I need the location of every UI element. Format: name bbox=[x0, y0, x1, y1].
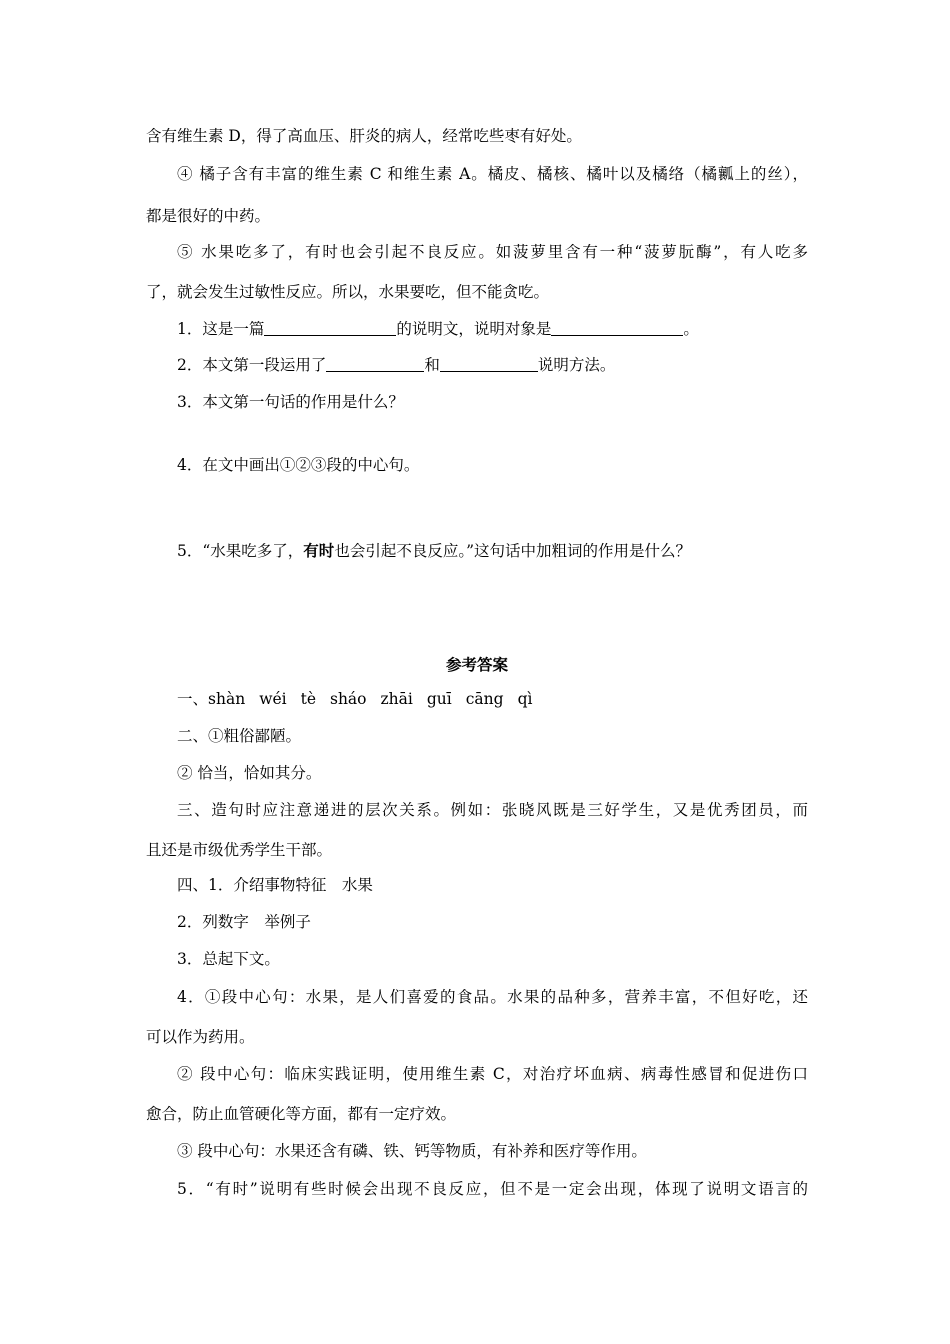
answer-2-1: 二、①粗俗鄙陋。 bbox=[177, 727, 302, 745]
answer-blank[interactable] bbox=[440, 355, 538, 372]
pinyin-item: cāng bbox=[465, 690, 504, 708]
passage-p4-line2: 都是很好的中药。 bbox=[146, 207, 271, 225]
pinyin-item: qì bbox=[517, 690, 533, 708]
pinyin-item: sháo bbox=[330, 690, 367, 708]
answer-1-prefix: 一、 bbox=[177, 690, 209, 708]
question-4: 4．在文中画出①②③段的中心句。 bbox=[177, 456, 420, 474]
answer-blank[interactable] bbox=[551, 319, 683, 336]
passage-p5-line1: ⑤ 水果吃多了，有时也会引起不良反应。如菠萝里含有一种“菠萝朊酶”，有人吃多 bbox=[177, 243, 808, 261]
pinyin-item: wéi bbox=[259, 690, 287, 708]
question-3: 3．本文第一句话的作用是什么？ bbox=[177, 393, 404, 411]
question-5 bbox=[177, 540, 808, 562]
question-2-part-b: 和 bbox=[424, 356, 440, 374]
question-2-part-c: 说明方法。 bbox=[537, 356, 616, 374]
answers-title: 参考答案 bbox=[445, 655, 508, 674]
answer-4-4b-line2: 愈合，防止血管硬化等方面，都有一定疗效。 bbox=[146, 1105, 457, 1123]
answer-blank[interactable] bbox=[264, 319, 396, 336]
answer-4-3: 3．总起下文。 bbox=[177, 950, 280, 968]
passage-p4-line1: ④ 橘子含有丰富的维生素 C 和维生素 A。橘皮、橘核、橘叶以及橘络（橘瓤上的丝）， bbox=[177, 165, 808, 183]
passage-p5-line2: 了，就会发生过敏性反应。所以，水果要吃，但不能贪吃。 bbox=[146, 283, 550, 301]
question-2 bbox=[177, 354, 808, 376]
answer-3-line2: 且还是市级优秀学生干部。 bbox=[146, 841, 333, 859]
question-5-part-a: 5．“水果吃多了， bbox=[177, 542, 304, 560]
answer-2-2: ② 恰当，恰如其分。 bbox=[177, 764, 322, 782]
question-1-part-c: 。 bbox=[683, 320, 699, 338]
answer-4-2: 2．列数字 举例子 bbox=[177, 913, 311, 931]
answer-3-line1: 三、造句时应注意递进的层次关系。例如：张晓风既是三好学生，又是优秀团员，而 bbox=[177, 801, 808, 819]
question-1-part-a: 1．这是一篇 bbox=[177, 320, 265, 338]
pinyin-item: tè bbox=[300, 690, 316, 708]
answer-4-5-line1: 5．“有时”说明有些时候会出现不良反应，但不是一定会出现，体现了说明文语言的 bbox=[177, 1180, 808, 1198]
passage-p3-end: 含有维生素 D，得了高血压、肝炎的病人，经常吃些枣有好处。 bbox=[146, 127, 582, 145]
pinyin-item: shàn bbox=[208, 690, 246, 708]
answer-4-4-line1: 4．①段中心句：水果，是人们喜爱的食品。水果的品种多，营养丰富，不但好吃，还 bbox=[177, 988, 808, 1006]
answer-4-4-line2: 可以作为药用。 bbox=[146, 1028, 255, 1046]
answer-blank[interactable] bbox=[326, 355, 424, 372]
answer-4-1: 四、1．介绍事物特征 水果 bbox=[177, 876, 373, 894]
question-5-bold-word: 有时 bbox=[303, 541, 335, 560]
answer-4-4c: ③ 段中心句：水果还含有磷、铁、钙等物质，有补养和医疗等作用。 bbox=[177, 1142, 647, 1160]
answer-4-4b-line1: ② 段中心句：临床实践证明，使用维生素 C，对治疗坏血病、病毒性感冒和促进伤口 bbox=[177, 1065, 808, 1083]
answer-1 bbox=[177, 688, 808, 710]
pinyin-item: zhāi bbox=[380, 690, 413, 708]
question-2-part-a: 2．本文第一段运用了 bbox=[177, 356, 327, 374]
question-1 bbox=[177, 318, 808, 340]
question-1-part-b: 的说明文，说明对象是 bbox=[396, 320, 552, 338]
question-5-part-b: 也会引起不良反应。”这句话中加粗词的作用是什么？ bbox=[334, 542, 691, 560]
pinyin-item: guī bbox=[426, 690, 452, 708]
